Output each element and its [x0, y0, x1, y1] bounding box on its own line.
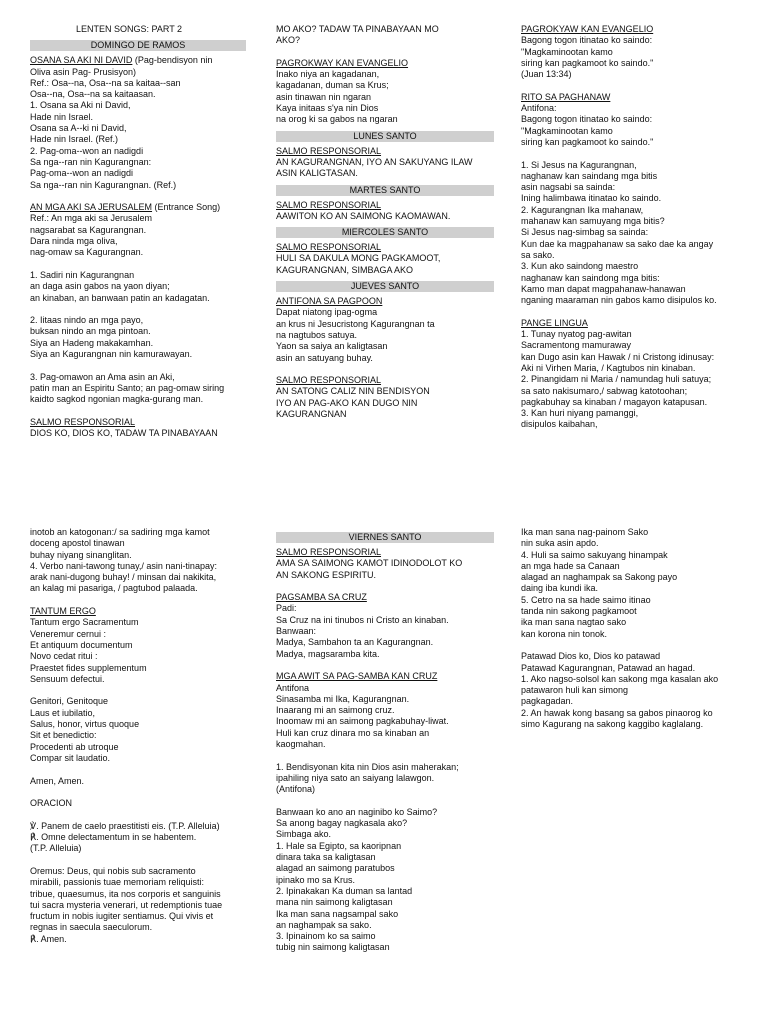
text-line: 1. Ako nagso-solsol kan sakong mga kasalan ako	[521, 673, 719, 684]
text-line: Patawad Dios ko, Dios ko patawad	[521, 651, 661, 662]
text-line: Genitori, Genitoque	[30, 696, 109, 707]
column-bottom-middle	[276, 527, 494, 954]
text-line: KAGURANGNAN, SIMBAGA AKO	[276, 264, 414, 275]
section-heading: ANTIFONA SA PAGPOON	[276, 296, 383, 307]
text-line: ℣. Panem de caelo praestitisti eis. (T.P. Alleluia)	[30, 820, 220, 831]
text-line: an kinaban, an banwaan patin an kadagatan.	[30, 292, 210, 303]
text-line: AAWITON KO AN SAIMONG KAOMAWAN.	[276, 210, 451, 221]
text-line: Procedenti ab utroque	[30, 741, 119, 752]
text-line: asin an satuyang buhay.	[276, 352, 373, 363]
section-heading: SALMO RESPONSORIAL	[276, 375, 382, 386]
text-line: Huli kan cruz dinara mo sa kinaban an	[276, 727, 430, 738]
spacer	[521, 148, 741, 159]
text-line: an naghampak sa sako.	[276, 919, 372, 930]
text-line: (Juan 13:34)	[521, 69, 572, 80]
spacer	[30, 259, 246, 270]
text-line: 1. Osana sa Aki ni David,	[30, 100, 131, 111]
text-line: AN KAGURANGNAN, IYO AN SAKUYANG ILAW	[276, 156, 473, 167]
text-line: kan korona nin tonok.	[521, 628, 608, 639]
text-line: tui sacra mysteria venerari, ut redemptionis tuae	[30, 899, 223, 910]
text-line: ASIN KALIGTASAN.	[276, 168, 358, 179]
text-line: Banwaan ko ano an naginibo ko Saimo?	[276, 806, 438, 817]
text-line: Kun dae ka magpahanaw sa sako dae ka angay	[521, 238, 714, 249]
text-line: Inoomaw mi an saimong pagkabuhay-liwat.	[276, 716, 449, 727]
text-line: doceng apostol tinawan	[30, 538, 125, 549]
section-banner: DOMINGO DE RAMOS	[30, 40, 246, 51]
text-line: Sensuum defectui.	[30, 673, 105, 684]
section-heading: PAGROKYAW KAN EVANGELIO	[521, 24, 654, 34]
page-title: LENTEN SONGS: PART 2	[76, 24, 183, 34]
text-line: 1. Si Jesus na Kagurangnan,	[521, 159, 637, 170]
text-line: simo Kagurang na sakong kaggibo kaglalang.	[521, 719, 704, 730]
text-line: nag-omaw sa Kagurangnan.	[30, 247, 144, 258]
text-line: an kalag mi pasariga, / pagtubod palaada.	[30, 583, 198, 594]
text-line: naghanaw kan saindang mga bitis	[521, 170, 658, 181]
text-line: Antifona	[276, 682, 310, 693]
text-line: asin nagsabi sa sainda:	[521, 182, 616, 193]
text-line: 3. Pag-omawon an Ama asin an Aki,	[30, 371, 175, 382]
text-line: regnas in saecula saeculorum.	[30, 922, 153, 933]
column-bottom-left	[30, 527, 246, 945]
text-line: IYO AN PAG-AKO KAN DUGO NIN	[276, 397, 418, 408]
section-heading: SALMO RESPONSORIAL	[30, 416, 136, 427]
text-line: mana nin saimong kaligtasan	[276, 897, 393, 908]
section-heading: PAGROKWAY KAN EVANGELIO	[276, 57, 409, 68]
spacer	[276, 581, 494, 592]
spacer	[30, 595, 246, 606]
section-banner: VIERNES SANTO	[276, 532, 494, 543]
text-line: Sa anong bagay nagkasala ako?	[276, 818, 408, 829]
text-line: kan Dugo asin kan Hawak / ni Cristong idinusay:	[521, 351, 715, 362]
spacer	[30, 764, 246, 775]
text-line: ipinako mo sa Krus.	[276, 874, 356, 885]
text-line: Sa Cruz na ini tinubos ni Cristo an kinaban.	[276, 614, 449, 625]
spacer	[30, 809, 246, 820]
text-line: alagad an naghampak sa Sakong payo	[521, 572, 678, 583]
spacer	[30, 360, 246, 371]
text-line: an krus ni Jesucristong Kagurangnan ta	[276, 318, 435, 329]
text-line: tubig nin saimong kaligtasan	[276, 942, 390, 953]
text-line: 1. Hale sa Egipto, sa kaoripnan	[276, 840, 402, 851]
song-title-name: AN MGA AKI SA JERUSALEM	[30, 202, 153, 213]
spacer	[30, 191, 246, 202]
text-line: Sa nga--ran nin Kagurangnan:	[30, 156, 152, 167]
text-line: Bagong togon itinatao ko saindo:	[521, 35, 653, 46]
text-line: 1. Sadiri nin Kagurangnan	[30, 269, 135, 280]
text-line: inotob an katogonan:/ sa sadiring mga kamot	[30, 527, 210, 537]
text-line: Pag-oma--won an nadigdi	[30, 168, 134, 179]
text-line: Kaya initaas s'ya nin Dios	[276, 103, 379, 114]
spacer	[30, 304, 246, 315]
text-line: 4. Huli sa saimo sakuyang hinampak	[521, 549, 668, 560]
text-line: buhay niyang sinanglitan.	[30, 549, 132, 560]
song-title	[30, 202, 246, 213]
text-line: fructum in nobis iugiter sentiamus. Qui vivis et	[30, 911, 214, 922]
text-line: Madya, Sambahon ta an Kagurangnan.	[276, 637, 434, 648]
spacer	[276, 750, 494, 761]
column-top-left	[30, 24, 246, 439]
section-heading: SALMO RESPONSORIAL	[276, 199, 382, 210]
text-line: Compar sit laudatio.	[30, 752, 111, 763]
text-line: buksan nindo an mga pintoan.	[30, 326, 151, 337]
text-line: 3. Kun ako saindong maestro	[521, 261, 639, 272]
text-line: Novo cedat ritui :	[30, 651, 98, 662]
text-line: Ika man sana nagsampal sako	[276, 908, 399, 919]
text-line: "Magkaminootan kamo	[521, 125, 613, 136]
song-title-note: (Entrance Song)	[152, 202, 221, 213]
text-line: sa sato nakisumaro,/ sabwag katotoohan;	[521, 385, 688, 396]
text-line: tribue, quaesumus, ita nos corporis et sanguinis	[30, 888, 221, 899]
text-line: Salus, honor, virtus quoque	[30, 719, 140, 730]
text-line: Praestet fides supplementum	[30, 662, 147, 673]
text-line: DIOS KO, DIOS KO, TADAW TA PINABAYAAN	[30, 428, 218, 439]
text-line: patawaron huli kan simong	[521, 685, 629, 696]
text-line: daing iba kundi ika.	[521, 583, 599, 594]
text-line: patin man an Espiritu Santo; an pag-omaw siring	[30, 382, 225, 393]
text-line: Ref.: An mga aki sa Jerusalem	[30, 213, 153, 224]
column-bottom-right	[521, 527, 741, 730]
text-line: Ref.: Osa--na, Osa--na sa kaitaa--san	[30, 77, 181, 88]
text-line: 3. Kan huri niyang pamanggi,	[521, 408, 639, 419]
text-line: pagkagadan.	[521, 696, 574, 707]
text-line: mahanaw kan samuyang mga bitis?	[521, 216, 665, 227]
text-line: Antifona:	[521, 103, 557, 114]
spacer	[276, 660, 494, 671]
spacer	[521, 306, 741, 317]
spacer	[276, 796, 494, 807]
text-line: ℟. Amen.	[30, 933, 67, 944]
spacer	[30, 787, 246, 798]
text-line: an daga asin gabos na yaon diyan;	[30, 281, 170, 292]
text-line: 2. Pag-oma--won an nadigdi	[30, 145, 144, 156]
text-line: Oliva asin Pag- Prusisyon)	[30, 66, 137, 77]
column-top-middle	[276, 24, 494, 420]
text-line: (Antifona)	[276, 784, 316, 795]
text-line: na nagtubos satuya.	[276, 329, 358, 340]
text-line: Ining halimbawa itinatao ko saindo.	[521, 193, 662, 204]
text-line: nin suka asin apdo.	[521, 538, 599, 549]
text-line: Oremus: Deus, qui nobis sub sacramento	[30, 865, 196, 876]
text-line: 2. Ipinakakan Ka duman sa lantad	[276, 885, 413, 896]
text-line: Patawad Kagurangnan, Patawad an hagad.	[521, 662, 696, 673]
text-line: Dapat niatong ipag-ogma	[276, 307, 378, 318]
text-line: Madya, magsaramba kita.	[276, 648, 380, 659]
text-line: Osana sa A--ki ni David,	[30, 123, 127, 134]
text-line: 1. Bendisyonan kita nin Dios asin maherakan;	[276, 761, 459, 772]
text-line: ipahiling niya sato an saiyang lalawgon.	[276, 772, 435, 783]
text-line: naghanaw kan saindong mga bitis:	[521, 272, 660, 283]
text-line: Osa--na, Osa--na sa kaitaasan.	[30, 89, 156, 100]
text-line: Sacramentong mamuraway	[521, 340, 632, 351]
text-line: 2. An hawak kong basang sa gabos pinaorog ko	[521, 707, 713, 718]
text-line: Si Jesus nag-simbag sa sainda:	[521, 227, 649, 238]
text-line: tanda nin sakong pagkamoot	[521, 606, 637, 617]
text-line: Simbaga ako.	[276, 829, 332, 840]
text-line: ORACION	[30, 798, 73, 809]
text-line: an mga hade sa Canaan	[521, 560, 620, 571]
text-line: mirabili, passionis tuae memoriam reliquisti:	[30, 877, 205, 888]
text-line: Amen, Amen.	[30, 775, 85, 786]
text-line: Padi:	[276, 603, 297, 614]
text-line: ℟. Omne delectamentum in se habentem.	[30, 832, 197, 843]
spacer	[276, 47, 494, 58]
spacer	[521, 640, 741, 651]
text-line: AN SATONG CALIZ NIN BENDISYON	[276, 386, 430, 397]
spacer	[30, 685, 246, 696]
section-heading: MGA AWIT SA PAG-SAMBA KAN CRUZ	[276, 671, 438, 682]
text-line: Aki ni Virhen Maria, / Kagtubos nin kinaban.	[521, 362, 696, 373]
text-line: Siya an Hadeng makakamhan.	[30, 337, 154, 348]
text-line: arak nani-dugong buhay! / minsan dai nakikita,	[30, 572, 217, 583]
column-top-right	[521, 24, 741, 431]
section-heading: SALMO RESPONSORIAL	[276, 547, 382, 557]
text-line: Hade nin Israel.	[30, 111, 94, 122]
text-line: 5. Cetro na sa hade saimo itinao	[521, 594, 651, 605]
song-title-name: OSANA SA AKI NI DAVID	[30, 55, 133, 66]
text-line: 2. Iitaas nindo an mga payo,	[30, 315, 144, 326]
text-line: kagadanan, duman sa Krus;	[276, 80, 389, 91]
spacer	[521, 80, 741, 91]
text-line: HULI SA DAKULA MONG PAGKAMOOT,	[276, 253, 441, 264]
text-line: AN SAKONG ESPIRITU.	[276, 569, 377, 580]
text-line: Siya an Kagurangnan nin kamurawayan.	[30, 349, 193, 360]
text-line: Laus et iubilatio,	[30, 707, 96, 718]
text-line: Tantum ergo Sacramentum	[30, 617, 139, 628]
section-banner: JUEVES SANTO	[276, 281, 494, 292]
text-line: Banwaan:	[276, 626, 317, 637]
text-line: 3. Ipinainom ko sa saimo	[276, 931, 376, 942]
spacer	[276, 364, 494, 375]
spacer	[30, 855, 246, 866]
text-line: "Magkaminootan kamo	[521, 46, 613, 57]
song-title	[30, 55, 246, 66]
text-line: Kamo man dapat magpahanaw-hanawan	[521, 283, 686, 294]
text-line: Sit et benedictio:	[30, 730, 97, 741]
section-heading: SALMO RESPONSORIAL	[276, 242, 382, 253]
section-heading: TANTUM ERGO	[30, 606, 96, 617]
text-line: Sinasamba mi Ika, Kagurangnan.	[276, 693, 410, 704]
text-line: 2. Kagurangnan Ika mahanaw,	[521, 204, 644, 215]
text-line: 2. Pinangidam ni Maria / namundag huli satuya;	[521, 374, 712, 385]
text-line: Bagong togon itinatao ko saindo:	[521, 114, 653, 125]
section-heading: RITO SA PAGHANAW	[521, 91, 611, 102]
text-line: nganing maaraman nin gabos kamo disipulos ko.	[521, 295, 717, 306]
spacer	[30, 406, 246, 417]
text-line: MO AKO? TADAW TA PINABAYAAN MO	[276, 24, 439, 34]
text-line: 4. Verbo nani-tawong tunay,/ asin nani-tinapay:	[30, 560, 217, 571]
section-heading: SALMO RESPONSORIAL	[276, 145, 382, 156]
text-line: 1. Tunay nyatog pag-awitan	[521, 329, 632, 340]
text-line: Inako niya an kagadanan,	[276, 69, 380, 80]
song-title-note: (Pag-bendisyon nin	[132, 55, 213, 66]
text-line: Hade nin Israel. (Ref.)	[30, 134, 119, 145]
section-banner: MIERCOLES SANTO	[276, 227, 494, 238]
text-line: AKO?	[276, 35, 301, 46]
text-line: kaogmahan.	[276, 739, 326, 750]
text-line: Sa nga--ran nin Kagurangnan. (Ref.)	[30, 179, 177, 190]
text-line: Inaarang mi an saimong cruz.	[276, 705, 395, 716]
text-line: siring kan pagkamoot ko saindo."	[521, 57, 654, 68]
text-line: disipulos kaibahan,	[521, 419, 598, 430]
text-line: alagad an saimong paratubos	[276, 863, 395, 874]
section-banner: MARTES SANTO	[276, 185, 494, 196]
text-line: Veneremur cernui :	[30, 628, 107, 639]
text-line: Dara ninda mga oliva,	[30, 236, 118, 247]
text-line: na orog ki sa gabos na ngaran	[276, 114, 398, 125]
text-line: dinara taka sa kaligtasan	[276, 852, 376, 863]
section-heading: PAGSAMBA SA CRUZ	[276, 592, 367, 603]
text-line: AMA SA SAIMONG KAMOT IDINODOLOT KO	[276, 558, 463, 569]
text-line: siring kan pagkamoot ko saindo."	[521, 136, 654, 147]
text-line: sa sako.	[521, 249, 555, 260]
text-line: Et antiquum documentum	[30, 639, 133, 650]
text-line: Ika man sana nag-painom Sako	[521, 527, 649, 537]
text-line: nagsarabat sa Kagurangnan.	[30, 224, 147, 235]
text-line: KAGURANGNAN	[276, 409, 347, 420]
text-line: kaidto sagkod ngonian magka-gurang man.	[30, 394, 204, 405]
text-line: pagkabuhay sa kinaban / magayon katapusan.	[521, 396, 708, 407]
text-line: ika man sana nagtao sako	[521, 617, 627, 628]
text-line: asin tinawan nin ngaran	[276, 91, 372, 102]
section-banner: LUNES SANTO	[276, 131, 494, 142]
section-heading: PANGE LINGUA	[521, 317, 588, 328]
text-line: Yaon sa saiya an kaligtasan	[276, 341, 388, 352]
text-line: (T.P. Alleluia)	[30, 843, 82, 854]
